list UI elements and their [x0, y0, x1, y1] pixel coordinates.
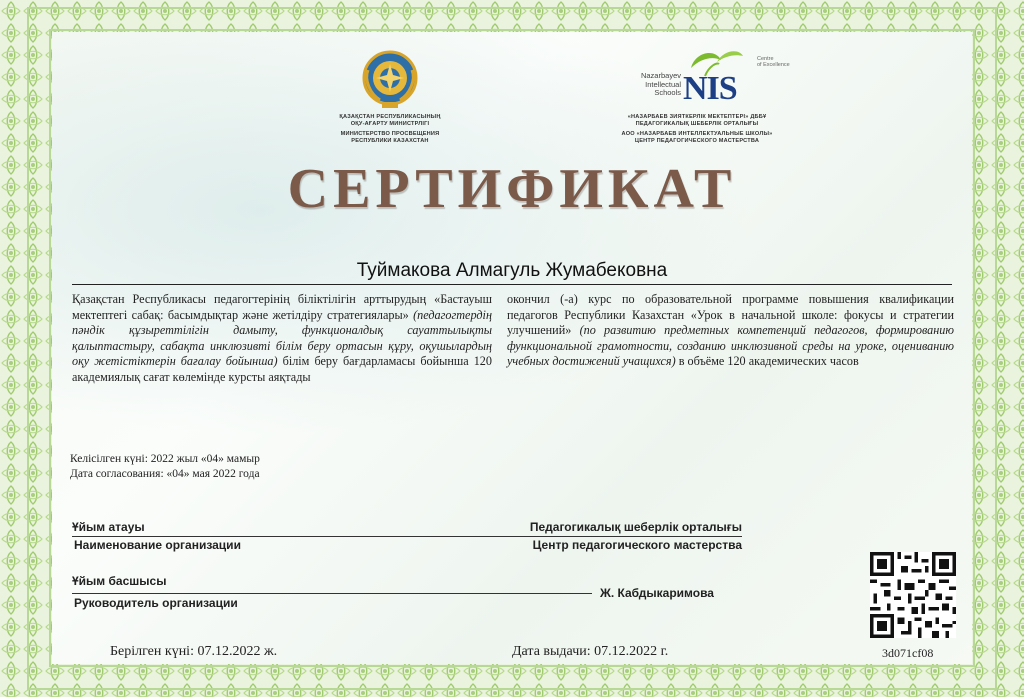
course-text-ru: [507, 292, 954, 370]
nis-name-kz-1: «НАЗАРБАЕВ ЗИЯТКЕРЛІК МЕКТЕПТЕРІ» ДББҰ: [627, 114, 767, 120]
org-label-kz: Ұйым атауы: [72, 520, 145, 534]
nis-left-line-2: Intellectual: [645, 79, 681, 89]
org-divider: [72, 536, 742, 537]
nis-coe-line-1: Centre: [757, 56, 774, 62]
course-text-ru-part2: в объёме 120 академических часов: [675, 354, 859, 369]
course-text-ru-part1: окончил (-а) курс по образовательной программе повышения квалификации педагогов Республики Казахстан «Урок в начальной школе: фокусы и стратегии улучшений»: [507, 292, 954, 338]
ministry-block: [310, 50, 470, 145]
nis-logo-text: NIS: [683, 70, 737, 107]
recipient-name: Туймакова Алмагуль Жумабековна: [72, 260, 952, 285]
ministry-name-ru-1: МИНИСТЕРСТВО ПРОСВЕЩЕНИЯ: [340, 131, 440, 137]
issued-date-kz: Берілген күні: 07.12.2022 ж.: [110, 644, 278, 659]
org-value-ru: Центр педагогического мастерства: [532, 538, 742, 552]
org-value-kz: Педагогикалық шеберлік орталығы: [529, 520, 742, 534]
nis-block: [597, 46, 797, 145]
course-text-kz: [72, 292, 492, 386]
issued-date-ru: Дата выдачи: 07.12.2022 г.: [512, 644, 669, 659]
nis-left-text: [615, 72, 681, 98]
nis-coe-line-2: of Excellence: [757, 62, 790, 68]
course-text-kz-part2: білім беру бағдарламасы бойынша 120 академиялық сағат көлемінде курсты аяқтады: [72, 354, 492, 384]
certificate-title: СЕРТИФИКАТ: [287, 158, 737, 220]
qr-code-icon: [870, 552, 956, 638]
ministry-name-kz-2: ОҚУ-АҒАРТУ МИНИСТРЛІГІ: [350, 121, 430, 127]
nis-left-line-1: Nazarbayev: [640, 71, 681, 80]
head-label-ru: Руководитель организации: [74, 596, 238, 610]
nis-name-kz-2: ПЕДАГОГИКАЛЫҚ ШЕБЕРЛІК ОРТАЛЫҒЫ: [635, 121, 759, 127]
head-signature-line: [72, 593, 592, 594]
agreement-date-kz: Келісілген күні: 2022 жыл «04» мамыр: [70, 453, 260, 465]
ministry-name-kz-1: ҚАЗАҚСТАН РЕСПУБЛИКАСЫНЫҢ: [339, 114, 441, 120]
agreement-dates: [70, 452, 260, 482]
ministry-name-ru-2: РЕСПУБЛИКИ КАЗАХСТАН: [351, 138, 429, 144]
state-emblem-icon: [362, 50, 418, 110]
course-text-kz-part1: Қазақстан Республикасы педагогтерінің біліктілігін арттырудың «Бастауыш мектептегі сабақ: басымдықтар және жетілдіру стратегиялары»: [72, 292, 492, 322]
head-signature-name: Ж. Кабдыкаримова: [600, 586, 714, 600]
nis-coe-text: [757, 56, 797, 68]
certificate-body: [52, 32, 972, 664]
course-text-ru-italic: (по развитию предметных компетенций педагогов, формированию функциональной грамотности, созданию инклюзивной среды на уроке, оцениванию учебных достижений учащихся): [507, 323, 954, 369]
nis-left-line-3: Schools: [654, 88, 681, 97]
certificate-code: 3d071cf08: [882, 646, 934, 660]
nis-name-ru-1: АОО «НАЗАРБАЕВ ИНТЕЛЛЕКТУАЛЬНЫЕ ШКОЛЫ»: [621, 131, 773, 137]
course-text-kz-italic: (педагогтердің пәндік құзыреттілігін дамыту, функционалдық сауаттылықты қалыптастыру, сабақта инклюзивті білім беру ортасын құру, оқушылардың оқу жетістіктерін бағалау бойынша): [72, 307, 492, 369]
agreement-date-ru: Дата согласования: «04» мая 2022 года: [70, 468, 260, 480]
org-label-ru: Наименование организации: [74, 538, 241, 552]
nis-name-ru-2: ЦЕНТР ПЕДАГОГИЧЕСКОГО МАСТЕРСТВА: [634, 138, 760, 144]
head-label-kz: Ұйым басшысы: [72, 574, 167, 588]
